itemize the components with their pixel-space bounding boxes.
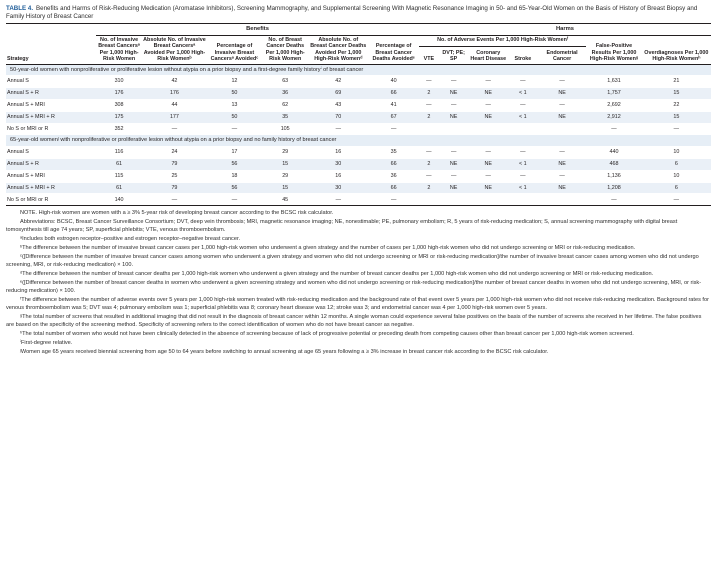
table-cell: 176 bbox=[142, 87, 207, 99]
footnote: Abbreviations: BCSC, Breast Cancer Surveillance Consortium; DVT, deep vein thrombosis; MRI, magnetic resonance imaging; NE, nonestimable; PE, pulmonary embolism; R, 5 years of risk-reducing medication; S, annual screening mammography with digital breast tomosynthesis till age 74 years; SP, superficial phlebitis; VTE, venous thromboembolism. bbox=[6, 219, 678, 234]
table-cell: — bbox=[207, 194, 262, 206]
table-row bbox=[6, 99, 711, 111]
section-heading-row bbox=[6, 64, 711, 76]
table-cell: — bbox=[469, 99, 508, 111]
table-cell: — bbox=[419, 146, 439, 158]
table-cell: — bbox=[508, 146, 538, 158]
footnote: NOTE. High-risk women are women with a ≥ 3% 5-year risk of developing breast cancer according to the BCSC risk calculator. bbox=[20, 210, 334, 217]
table-cell: — bbox=[508, 170, 538, 182]
table-cell: 2 bbox=[419, 111, 439, 123]
table-cell: — bbox=[439, 170, 469, 182]
table-cell bbox=[538, 194, 586, 206]
table-caption: Benefits and Harms of Risk-Reducing Medication (Aromatase Inhibitors), Screening Mammography, and Supplemental Screening With Magnetic Resonance Imaging in 50- and 65-Year-Old Women on the Basis of History of Breast Biopsy and Family History of Breast Cancer bbox=[6, 5, 698, 20]
table-cell: 15 bbox=[642, 87, 711, 99]
table-cell: 56 bbox=[207, 158, 262, 170]
table-cell: 2,692 bbox=[586, 99, 641, 111]
col-stroke: Stroke bbox=[508, 46, 538, 64]
col-endometrial: Endometrial Cancer bbox=[538, 46, 586, 64]
table-cell: 61 bbox=[96, 182, 142, 194]
table-cell: 2 bbox=[419, 158, 439, 170]
table-cell: 79 bbox=[142, 158, 207, 170]
table-cell: 41 bbox=[368, 99, 419, 111]
table-cell: 79 bbox=[142, 182, 207, 194]
table-cell: 6 bbox=[642, 182, 711, 194]
table-row bbox=[6, 111, 711, 123]
table-cell: 63 bbox=[262, 76, 308, 88]
row-strategy: Annual S + MRI bbox=[6, 99, 96, 111]
col-invasive-cancers: No. of Invasive Breast Cancersᵃ Per 1,000 High-Risk Women bbox=[96, 35, 142, 64]
table-cell: — bbox=[142, 123, 207, 135]
table-cell: NE bbox=[538, 182, 586, 194]
table-cell: — bbox=[439, 99, 469, 111]
footnote: ᵉ([Difference between the number of breast cancer deaths in women who underwent a given screening strategy and women who did not undergo screening or risk-reducing medication]/the number of breast cancer deaths in women who did not undergo screening, MRI, or risk-reducing medication) × 100. bbox=[6, 280, 702, 295]
table-cell: 308 bbox=[96, 99, 142, 111]
section-heading: 65-year-old womenʲ with nonproliferative or proliferative lesion without atypia on a prior biopsy and no family history of breast cancer bbox=[6, 135, 711, 147]
table-cell: NE bbox=[469, 111, 508, 123]
row-strategy: Annual S bbox=[6, 76, 96, 88]
table-cell: NE bbox=[469, 87, 508, 99]
table-cell bbox=[469, 194, 508, 206]
table-cell: NE bbox=[439, 87, 469, 99]
table-cell: NE bbox=[469, 158, 508, 170]
table-cell: 30 bbox=[308, 158, 368, 170]
table-cell: 17 bbox=[207, 146, 262, 158]
table-cell: 15 bbox=[642, 111, 711, 123]
table-cell: — bbox=[586, 194, 641, 206]
footnote: ᶜ([Difference between the number of invasive breast cancer cases among women who underwent a given strategy and women who did not undergo screening or MRI or risk-reducing medication]/the number of invasive breast cancer cases among women who did not undergo screening, MRI, or risk-reducing medication) × 100. bbox=[6, 254, 699, 269]
table-cell: 176 bbox=[96, 87, 142, 99]
table-cell: — bbox=[308, 194, 368, 206]
footnote: ᵍThe total number of screens that resulted in additional imaging that did not result in the diagnosis of breast cancer within 12 months. A single woman could experience several false positives on the basis of the number of screens she received in her lifetime. The false positives are based on the specificity of the screening method. Specificity of screening refers to the correct identification of women who do not have breast cancer as negative. bbox=[6, 314, 702, 329]
table-row bbox=[6, 170, 711, 182]
table-cell: — bbox=[419, 76, 439, 88]
table-cell: — bbox=[207, 123, 262, 135]
table-cell: 140 bbox=[96, 194, 142, 206]
row-strategy: No S or MRI or R bbox=[6, 194, 96, 206]
table-cell: — bbox=[508, 76, 538, 88]
table-cell: 50 bbox=[207, 87, 262, 99]
table-cell bbox=[508, 123, 538, 135]
table-cell: — bbox=[469, 146, 508, 158]
table-cell: 66 bbox=[368, 87, 419, 99]
table-cell: 13 bbox=[207, 99, 262, 111]
table-cell: NE bbox=[439, 158, 469, 170]
table-cell: 35 bbox=[262, 111, 308, 123]
table-cell: 22 bbox=[642, 99, 711, 111]
table-cell: — bbox=[419, 170, 439, 182]
table-cell: — bbox=[368, 123, 419, 135]
table-cell: 1,757 bbox=[586, 87, 641, 99]
table-cell: 29 bbox=[262, 146, 308, 158]
table-cell: 115 bbox=[96, 170, 142, 182]
table-row bbox=[6, 146, 711, 158]
footnote: ᵇThe difference between the number of invasive breast cancer cases per 1,000 high-risk women who underwent a given strategy and the number of cases per 1,000 high-risk women who did not undergo screening or MRI or risk-reducing medication. bbox=[20, 245, 636, 252]
table-cell: — bbox=[368, 194, 419, 206]
table-cell: 44 bbox=[142, 99, 207, 111]
table-cell: 310 bbox=[96, 76, 142, 88]
col-overdiagnoses: Overdiagnoses Per 1,000 High-Risk Womenʰ bbox=[642, 35, 711, 64]
table-cell: — bbox=[469, 76, 508, 88]
table-cell: 24 bbox=[142, 146, 207, 158]
table-cell: NE bbox=[538, 111, 586, 123]
table-cell bbox=[538, 123, 586, 135]
table-cell: 25 bbox=[142, 170, 207, 182]
table-cell: 2,912 bbox=[586, 111, 641, 123]
table-cell bbox=[439, 123, 469, 135]
table-row bbox=[6, 158, 711, 170]
col-adverse-group: No. of Adverse Events Per 1,000 High-Risk Womenᶠ bbox=[419, 35, 586, 46]
group-harms: Harms bbox=[419, 24, 711, 36]
table-cell bbox=[508, 194, 538, 206]
table-cell: 61 bbox=[96, 158, 142, 170]
col-false-positive: False-Positive Results Per 1,000 High-Risk Womenᵍ bbox=[586, 35, 641, 64]
table-cell: 43 bbox=[308, 99, 368, 111]
table-cell: — bbox=[538, 170, 586, 182]
table-cell: — bbox=[308, 123, 368, 135]
table-cell: 66 bbox=[368, 182, 419, 194]
footnote: ʲWomen age 65 years received biennial screening from age 50 to 64 years before switching to annual screening at age 65 years following a ≥ 3% increase in breast cancer risk according to the BCSC risk calculator. bbox=[20, 349, 549, 356]
col-abs-invasive-avoided: Absolute No. of Invasive Breast Cancersᵃ Avoided Per 1,000 High-Risk Womenᵇ bbox=[143, 36, 206, 62]
table-cell: 30 bbox=[308, 182, 368, 194]
table-cell: NE bbox=[538, 87, 586, 99]
table-cell: 440 bbox=[586, 146, 641, 158]
table-cell: 6 bbox=[642, 158, 711, 170]
table-cell: 10 bbox=[642, 146, 711, 158]
table-cell: 36 bbox=[368, 170, 419, 182]
col-vte: VTE bbox=[419, 46, 439, 64]
table-cell: 36 bbox=[262, 87, 308, 99]
table-cell: 56 bbox=[207, 182, 262, 194]
col-cancer-deaths: No. of Breast Cancer Deaths Per 1,000 High-Risk Women bbox=[262, 35, 308, 64]
col-pct-deaths-avoided: Percentage of Breast Cancer Deaths Avoidedᵉ bbox=[368, 35, 419, 64]
table-cell: 352 bbox=[96, 123, 142, 135]
footnote: ᵃIncludes both estrogen receptor–positive and estrogen receptor–negative breast cancer. bbox=[20, 236, 241, 243]
table-cell: 42 bbox=[142, 76, 207, 88]
table-cell: 35 bbox=[368, 146, 419, 158]
footnote: ⁱFirst-degree relative. bbox=[20, 340, 73, 347]
table-cell: — bbox=[642, 194, 711, 206]
table-cell: — bbox=[538, 76, 586, 88]
table-cell: < 1 bbox=[508, 111, 538, 123]
table-cell: 175 bbox=[96, 111, 142, 123]
table-row bbox=[6, 76, 711, 88]
table-cell: 16 bbox=[308, 170, 368, 182]
row-strategy: Annual S + R bbox=[6, 158, 96, 170]
row-strategy: Annual S + MRI + R bbox=[6, 111, 96, 123]
table-body bbox=[6, 64, 711, 206]
table-cell: NE bbox=[439, 182, 469, 194]
table-cell: — bbox=[586, 123, 641, 135]
table-label: TABLE 4. bbox=[6, 5, 34, 12]
table-cell: 1,208 bbox=[586, 182, 641, 194]
table-cell: 29 bbox=[262, 170, 308, 182]
table-cell: 1,631 bbox=[586, 76, 641, 88]
table-cell: NE bbox=[439, 111, 469, 123]
table-cell: 468 bbox=[586, 158, 641, 170]
table-cell: 10 bbox=[642, 170, 711, 182]
table-row bbox=[6, 182, 711, 194]
group-header-row bbox=[6, 24, 711, 36]
column-header-row bbox=[6, 35, 711, 46]
table-notes bbox=[6, 209, 711, 356]
table-cell: < 1 bbox=[508, 158, 538, 170]
table-cell: — bbox=[419, 99, 439, 111]
table-cell: 66 bbox=[368, 158, 419, 170]
table-row bbox=[6, 123, 711, 135]
footnote: ᵈThe difference between the number of breast cancer deaths per 1,000 high-risk women who underwent a given strategy and the number of breast cancer deaths per 1,000 high-risk women who did not undergo screening or MRI or risk-reducing medication. bbox=[20, 271, 654, 278]
table-cell: 12 bbox=[207, 76, 262, 88]
table-cell: — bbox=[538, 146, 586, 158]
row-strategy: Annual S bbox=[6, 146, 96, 158]
col-abs-deaths-avoided: Absolute No. of Breast Cancer Deaths Avoided Per 1,000 High-Risk Womenᵈ bbox=[310, 36, 367, 62]
table-cell bbox=[419, 123, 439, 135]
col-strategy: Strategy bbox=[6, 35, 96, 64]
table-cell: NE bbox=[469, 182, 508, 194]
table-cell bbox=[469, 123, 508, 135]
group-benefits: Benefits bbox=[96, 24, 419, 36]
table-cell: NE bbox=[538, 158, 586, 170]
row-strategy: Annual S + MRI bbox=[6, 170, 96, 182]
table-cell: 50 bbox=[207, 111, 262, 123]
table-cell: 21 bbox=[642, 76, 711, 88]
table-cell: — bbox=[142, 194, 207, 206]
section-heading-row bbox=[6, 135, 711, 147]
footnote: ᶠThe difference between the number of adverse events over 5 years per 1,000 high-risk women treated with risk-reducing medication and the background rate of that event over 5 years per 1,000 high-risk women who did not receive risk-reducing medication. Background rates for venous thromboembolism was 5; DVT was 4; pulmonary embolism was 1; superficial phlebitis was 8; coronary heart disease was 12; stroke was 3; and endometrial cancer was 4 per 1,000 high-risk women over 5 years. bbox=[6, 297, 709, 312]
table-row bbox=[6, 87, 711, 99]
table-cell: 177 bbox=[142, 111, 207, 123]
data-table bbox=[6, 23, 711, 206]
table-cell: — bbox=[508, 99, 538, 111]
table-cell: < 1 bbox=[508, 182, 538, 194]
table-cell: 45 bbox=[262, 194, 308, 206]
table-cell: 18 bbox=[207, 170, 262, 182]
table-cell: 16 bbox=[308, 146, 368, 158]
table-cell: 116 bbox=[96, 146, 142, 158]
table-cell: 62 bbox=[262, 99, 308, 111]
row-strategy: Annual S + MRI + R bbox=[6, 182, 96, 194]
row-strategy: No S or MRI or R bbox=[6, 123, 96, 135]
table-cell: 1,136 bbox=[586, 170, 641, 182]
table-title bbox=[6, 5, 711, 21]
table-cell: 105 bbox=[262, 123, 308, 135]
table-cell bbox=[419, 194, 439, 206]
col-dvt: DVT; PE; SP bbox=[439, 46, 469, 64]
table-cell: — bbox=[538, 99, 586, 111]
table-cell: — bbox=[439, 146, 469, 158]
table-cell: 15 bbox=[262, 182, 308, 194]
col-chd: Coronary Heart Disease bbox=[469, 46, 508, 64]
table-cell: 69 bbox=[308, 87, 368, 99]
table-cell: 2 bbox=[419, 87, 439, 99]
table-cell: 40 bbox=[368, 76, 419, 88]
section-heading: 50-year-old women with nonproliferative or proliferative lesion without atypia on a prior biopsy and a first-degree family historyⁱ of breast cancer bbox=[6, 64, 711, 76]
table-cell: < 1 bbox=[508, 87, 538, 99]
table-cell: 15 bbox=[262, 158, 308, 170]
table-cell: — bbox=[642, 123, 711, 135]
col-pct-invasive-avoided: Percentage of Invasive Breast Cancersᵃ Avoidedᶜ bbox=[207, 35, 262, 64]
table-cell: — bbox=[439, 76, 469, 88]
table-row bbox=[6, 194, 711, 206]
table-cell bbox=[439, 194, 469, 206]
table-cell: 70 bbox=[308, 111, 368, 123]
footnote: ʰThe total number of women who would not have been clinically detected in the absence of screening because of lack of progressive potential or preceding death from competing causes other than breast cancer per 1,000 high-risk women screened. bbox=[20, 331, 634, 338]
table-cell: 2 bbox=[419, 182, 439, 194]
table-cell: — bbox=[469, 170, 508, 182]
table-cell: 42 bbox=[308, 76, 368, 88]
row-strategy: Annual S + R bbox=[6, 87, 96, 99]
table-cell: 67 bbox=[368, 111, 419, 123]
